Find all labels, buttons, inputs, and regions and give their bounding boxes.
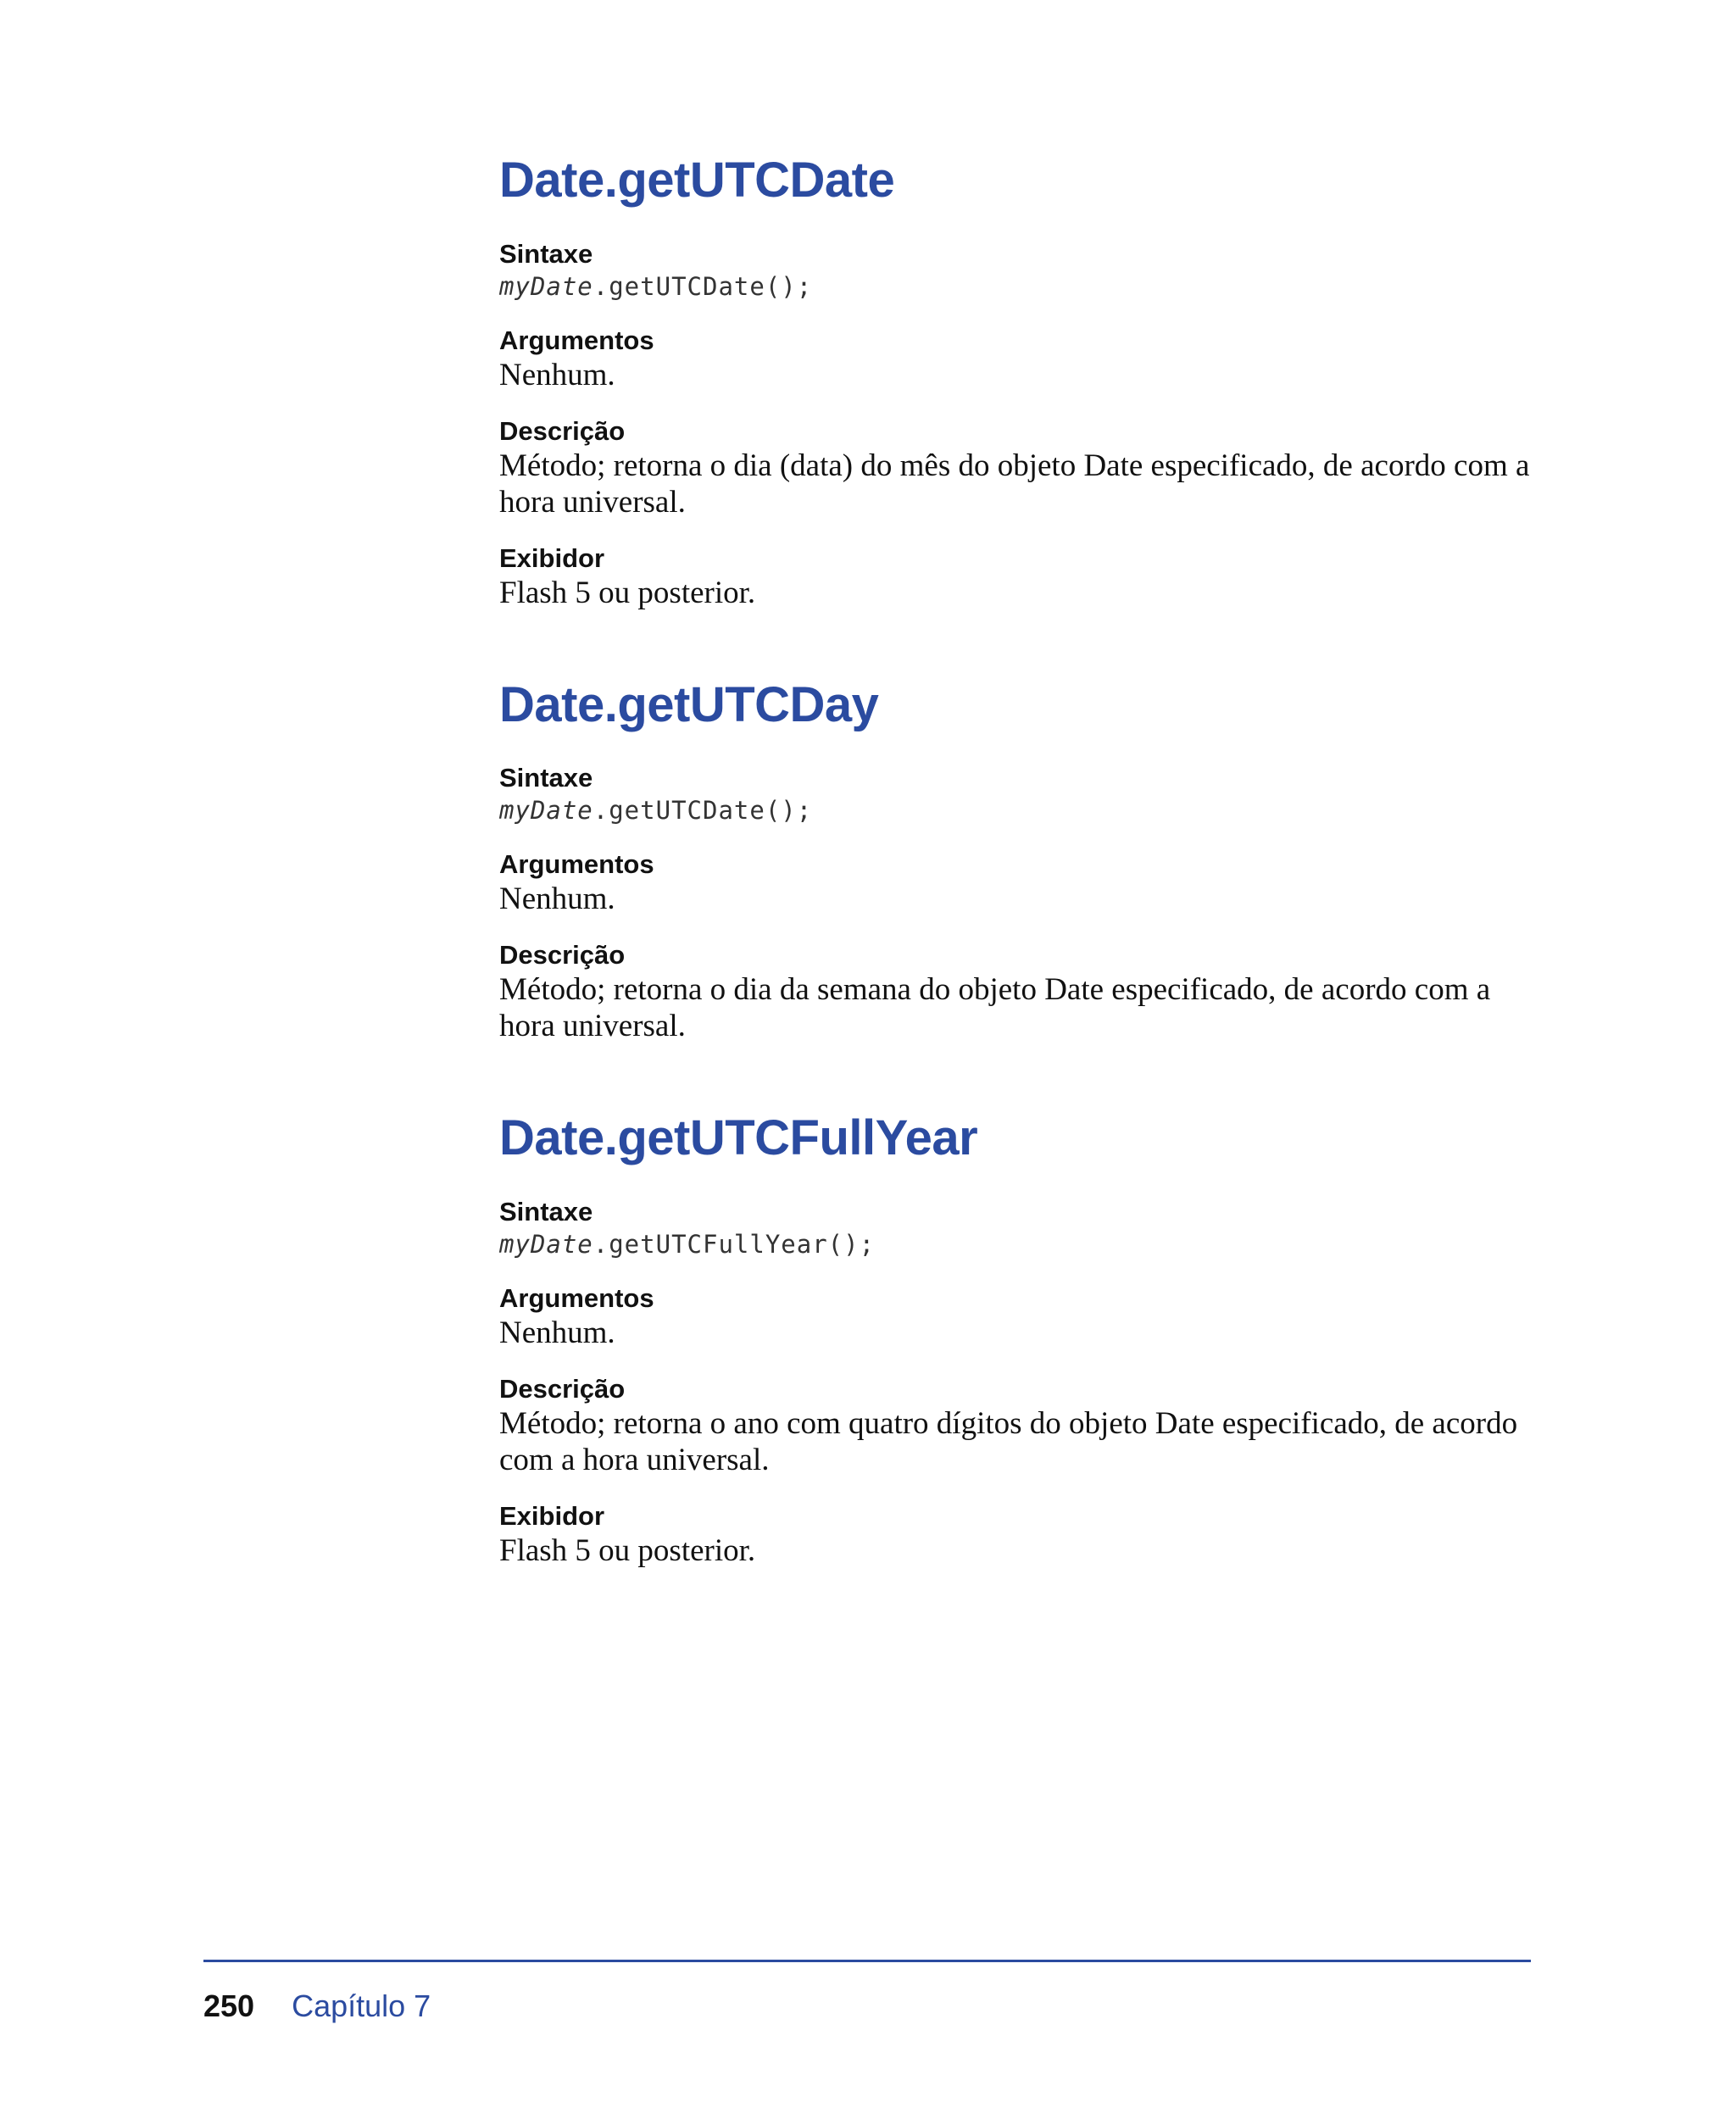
syntax-code <box>499 794 1542 826</box>
description-text: Método; retorna o ano com quatro dígitos do objeto Date especificado, de acordo com a hora universal. <box>499 1406 1518 1478</box>
player-label: Exibidor <box>499 1501 605 1532</box>
entry-getutcday <box>499 677 1542 1045</box>
description-text: Método; retorna o dia (data) do mês do objeto Date especificado, de acordo com a hora universal. <box>499 448 1530 520</box>
syntax-var: myDate <box>499 1230 593 1260</box>
page-content <box>499 153 1542 1569</box>
description-text: Método; retorna o dia da semana do objeto Date especificado, de acordo com a hora universal. <box>499 972 1491 1044</box>
syntax-rest: .getUTCFullYear(); <box>593 1230 876 1260</box>
arguments-section <box>499 325 1542 393</box>
syntax-rest: .getUTCDate(); <box>593 796 813 826</box>
entry-getutcfullyear <box>499 1110 1542 1569</box>
player-label: Exibidor <box>499 542 605 573</box>
syntax-section <box>499 238 1542 303</box>
syntax-code <box>499 1228 1542 1260</box>
entry-getutcdate <box>499 153 1542 611</box>
arguments-label: Argumentos <box>499 325 654 355</box>
page-footer <box>203 1988 431 2025</box>
entry-title: Date.getUTCFullYear <box>499 1110 978 1166</box>
description-label: Descrição <box>499 940 626 971</box>
player-section <box>499 1500 1542 1569</box>
syntax-label: Sintaxe <box>499 763 593 793</box>
syntax-section <box>499 1196 1542 1260</box>
syntax-label: Sintaxe <box>499 1197 593 1227</box>
description-section <box>499 415 1542 520</box>
arguments-section <box>499 1282 1542 1351</box>
syntax-section <box>499 762 1542 826</box>
arguments-label: Argumentos <box>499 849 654 880</box>
syntax-var: myDate <box>499 271 593 301</box>
arguments-label: Argumentos <box>499 1283 654 1314</box>
player-text: Flash 5 ou posterior. <box>499 575 756 610</box>
player-text: Flash 5 ou posterior. <box>499 1533 756 1569</box>
syntax-label: Sintaxe <box>499 238 593 269</box>
footer-divider <box>203 1960 1531 1962</box>
player-section <box>499 542 1542 611</box>
page-number: 250 <box>203 1988 255 2023</box>
entry-title: Date.getUTCDay <box>499 676 879 732</box>
description-label: Descrição <box>499 415 626 446</box>
description-label: Descrição <box>499 1374 626 1404</box>
syntax-var: myDate <box>499 796 593 826</box>
arguments-text: Nenhum. <box>499 1315 615 1351</box>
arguments-text: Nenhum. <box>499 882 615 917</box>
syntax-code <box>499 270 1542 303</box>
syntax-rest: .getUTCDate(); <box>593 271 813 301</box>
arguments-text: Nenhum. <box>499 357 615 392</box>
chapter-label: Capítulo 7 <box>292 1988 431 2023</box>
description-section <box>499 939 1542 1044</box>
arguments-section <box>499 848 1542 917</box>
entry-title: Date.getUTCDate <box>499 153 895 208</box>
description-section <box>499 1373 1542 1478</box>
